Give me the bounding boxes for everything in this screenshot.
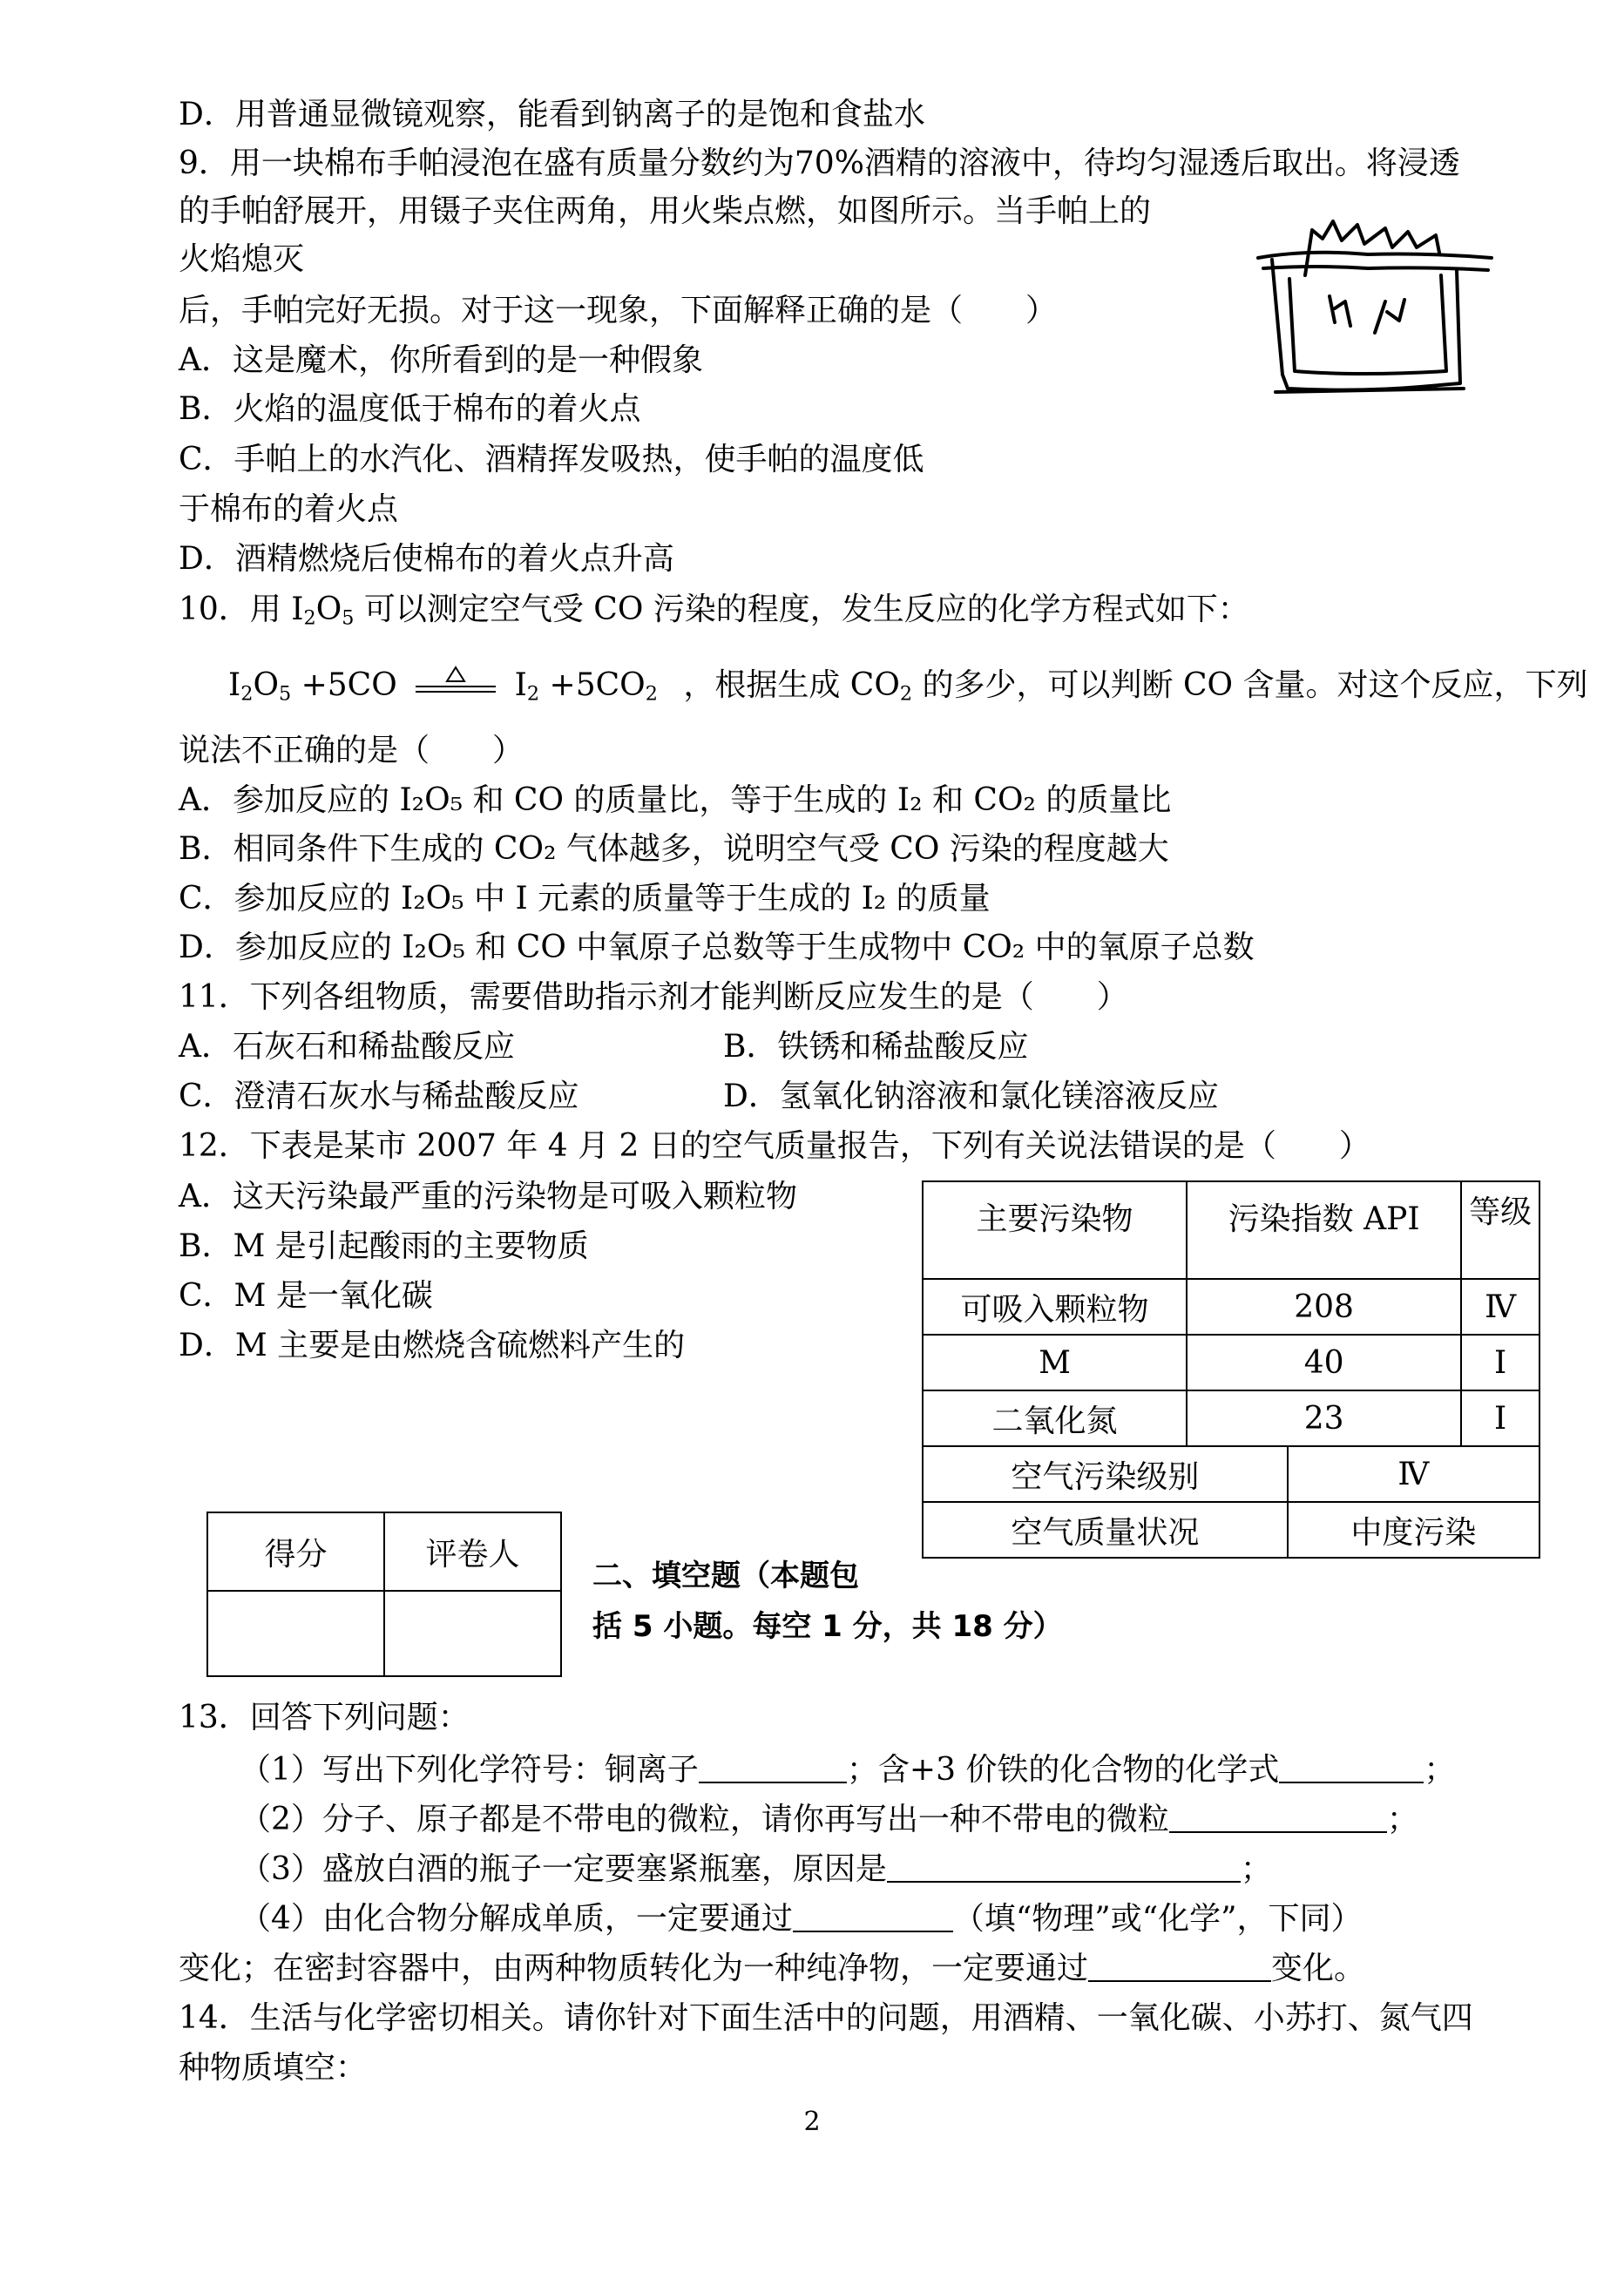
q13-part2: [240, 1801, 1418, 1839]
table-row: [923, 1502, 1539, 1558]
cell-api: 208: [1187, 1279, 1461, 1335]
q13-part1-end: ；: [1424, 1752, 1456, 1788]
score-table: [206, 1512, 562, 1677]
page-number: 2: [803, 2107, 821, 2137]
cell-grade: Ⅰ: [1461, 1335, 1539, 1390]
q13-part4-end: 变化。: [1271, 1951, 1366, 1986]
table-row: [923, 1279, 1539, 1335]
q14-stem-line2: 种物质填空：: [179, 2050, 368, 2086]
eq-product1: $I_2$: [514, 667, 540, 706]
cell-pollutant: 可吸入颗粒物: [923, 1279, 1187, 1335]
answer-blank-cork-reason[interactable]: [887, 1855, 1241, 1883]
cell-pollutant: M: [923, 1335, 1187, 1390]
air-quality-table: [922, 1180, 1540, 1559]
answer-blank-iron-formula[interactable]: [1279, 1755, 1424, 1783]
cell-grade: Ⅰ: [1461, 1390, 1539, 1446]
q10-option-c: C．参加反应的 I₂O₅ 中 I 元素的质量等于生成的 I₂ 的质量: [179, 881, 991, 917]
q13-part2-end: ；: [1386, 1802, 1418, 1837]
q10-option-a: A．参加反应的 I₂O₅ 和 CO 的质量比，等于生成的 I₂ 和 CO₂ 的质量比: [179, 782, 1172, 818]
eq-heat-arrow: [412, 662, 499, 700]
q13-part1: [240, 1751, 1455, 1789]
q13-part4-cont: [179, 1950, 1365, 1988]
q13-stem: 13．回答下列问题：: [179, 1700, 470, 1735]
cell-pollutant: 二氧化氮: [923, 1390, 1187, 1446]
cell-api: 40: [1187, 1335, 1461, 1390]
q13-part3-end: ；: [1240, 1851, 1272, 1887]
q9-stem-line1: 9．用一块棉布手帕浸泡在盛有质量分数约为70%酒精的溶液中，待均匀湿透后取出。将浸透: [179, 145, 1460, 181]
score-header: 得分: [207, 1512, 384, 1591]
q12-option-a: A．这天污染最严重的污染物是可吸入颗粒物: [179, 1179, 797, 1214]
q12-stem: 12．下表是某市 2007 年 4 月 2 日的空气质量报告，下列有关说法错误的是（ ）: [179, 1128, 1370, 1164]
grader-cell[interactable]: [384, 1591, 561, 1676]
q9-stem-line4: 后，手帕完好无损。对于这一现象，下面解释正确的是（ ）: [179, 293, 1058, 328]
answer-blank-decomposition-change[interactable]: [793, 1904, 953, 1932]
cell-pollution-level-value: Ⅳ: [1288, 1446, 1539, 1502]
eq-plus-co2: $+5CO_2$: [549, 667, 658, 706]
q11-option-d: D．氢氧化钠溶液和氯化镁溶液反应: [723, 1079, 1219, 1114]
cell-air-quality-label: 空气质量状况: [923, 1502, 1288, 1558]
q13-part1-text: （1）写出下列化学符号：铜离子: [240, 1752, 699, 1788]
eq-reactant1: $I_2O_5$: [228, 667, 292, 706]
burning-handkerchief-figure: [1255, 218, 1516, 409]
q11-option-c: C．澄清石灰水与稀盐酸反应: [179, 1079, 579, 1114]
q9-option-d: D．酒精燃烧后使棉布的着火点升高: [179, 541, 674, 577]
q10-equation: $I_2O_5 +5CO$ $I_2 +5CO_2$ ，根据生成 $CO_2$ 的多少，可以判断 CO 含量。对这个反应，下列: [228, 662, 1587, 707]
q9-option-b: B．火焰的温度低于棉布的着火点: [179, 391, 641, 427]
cell-air-quality-value: 中度污染: [1288, 1502, 1539, 1558]
table-row: [923, 1335, 1539, 1390]
score-cell[interactable]: [207, 1591, 384, 1676]
section2-title-line2: 括 5 小题。每空 1 分，共 18 分）: [592, 1609, 1063, 1644]
grader-header: 评卷人: [384, 1512, 561, 1591]
eq-trailing-text2: 的多少，可以判断 CO 含量。对这个反应，下列: [922, 667, 1588, 703]
q10-stem-post: 可以测定空气受 CO 污染的程度，发生反应的化学方程式如下：: [363, 592, 1249, 627]
answer-blank-copper-ion[interactable]: [699, 1755, 847, 1783]
q13-part4-text: （4）由化合物分解成单质，一定要通过: [240, 1901, 793, 1937]
q11-option-a: A．石灰石和稀盐酸反应: [179, 1029, 515, 1065]
eq-plus-co: +5CO: [301, 667, 397, 703]
q13-part1-text2: ；含+3 价铁的化合物的化学式: [846, 1752, 1280, 1788]
q11-option-b: B．铁锈和稀盐酸反应: [723, 1029, 1029, 1065]
q9-option-c: C．手帕上的水汽化、酒精挥发吸热，使手帕的温度低: [179, 442, 924, 477]
q13-part2-text: （2）分子、原子都是不带电的微粒，请你再写出一种不带电的微粒: [240, 1802, 1169, 1837]
cell-pollution-level-label: 空气污染级别: [923, 1446, 1288, 1502]
q11-stem: 11．下列各组物质，需要借助指示剂才能判断反应发生的是（ ）: [179, 979, 1128, 1015]
cell-grade: Ⅳ: [1461, 1279, 1539, 1335]
q10-option-b: B．相同条件下生成的 CO₂ 气体越多，说明空气受 CO 污染的程度越大: [179, 831, 1169, 867]
q13-part3-text: （3）盛放白酒的瓶子一定要塞紧瓶塞，原因是: [240, 1851, 887, 1887]
table-row: [923, 1446, 1539, 1502]
q12-option-c: C．M 是一氧化碳: [179, 1278, 433, 1314]
q10-stem-pre: 10．用 I: [179, 592, 304, 627]
cell-api: 23: [1187, 1390, 1461, 1446]
q10-stem-line1: 10．用 $I_2O_5$ 可以测定空气受 CO 污染的程度，发生反应的化学方程式如下：: [179, 592, 1249, 630]
q9-option-c-cont: 于棉布的着火点: [179, 491, 399, 527]
table-row: [923, 1390, 1539, 1446]
col-header-grade: 等级: [1461, 1181, 1539, 1279]
q10-option-d: D．参加反应的 I₂O₅ 和 CO 中氧原子总数等于生成物中 CO₂ 中的氧原子总数: [179, 930, 1255, 965]
q10-stem-line3: 说法不正确的是（ ）: [179, 733, 524, 768]
q9-stem-line2: 的手帕舒展开，用镊子夹住两角，用火柴点燃，如图所示。当手帕上的: [179, 193, 1152, 229]
answer-blank-combination-change[interactable]: [1088, 1954, 1271, 1982]
q13-part4-text2: 变化；在密封容器中，由两种物质转化为一种纯净物，一定要通过: [179, 1951, 1089, 1986]
section2-title-line1: 二、填空题（本题包: [592, 1559, 859, 1593]
col-header-api: 污染指数 API: [1187, 1181, 1461, 1279]
q12-option-b: B．M 是引起酸雨的主要物质: [179, 1228, 589, 1264]
answer-blank-neutral-particle[interactable]: [1169, 1805, 1387, 1833]
q12-option-d: D．M 主要是由燃烧含硫燃料产生的: [179, 1328, 686, 1363]
q9-option-a: A．这是魔术，你所看到的是一种假象: [179, 342, 703, 378]
q8-option-d: D．用普通显微镜观察，能看到钠离子的是饱和食盐水: [179, 97, 925, 132]
q14-stem-line1: 14．生活与化学密切相关。请你针对下面生活中的问题，用酒精、一氧化碳、小苏打、氮气四: [179, 2000, 1473, 2036]
q13-part4-hint: （填“物理”或“化学”，下同）: [952, 1901, 1363, 1937]
eq-trailing-text: ，根据生成 CO: [683, 667, 900, 703]
col-header-pollutant: 主要污染物: [923, 1181, 1187, 1279]
q13-part4: [240, 1900, 1363, 1938]
q9-stem-line3: 火焰熄灭: [179, 241, 305, 277]
q13-part3: [240, 1850, 1272, 1889]
